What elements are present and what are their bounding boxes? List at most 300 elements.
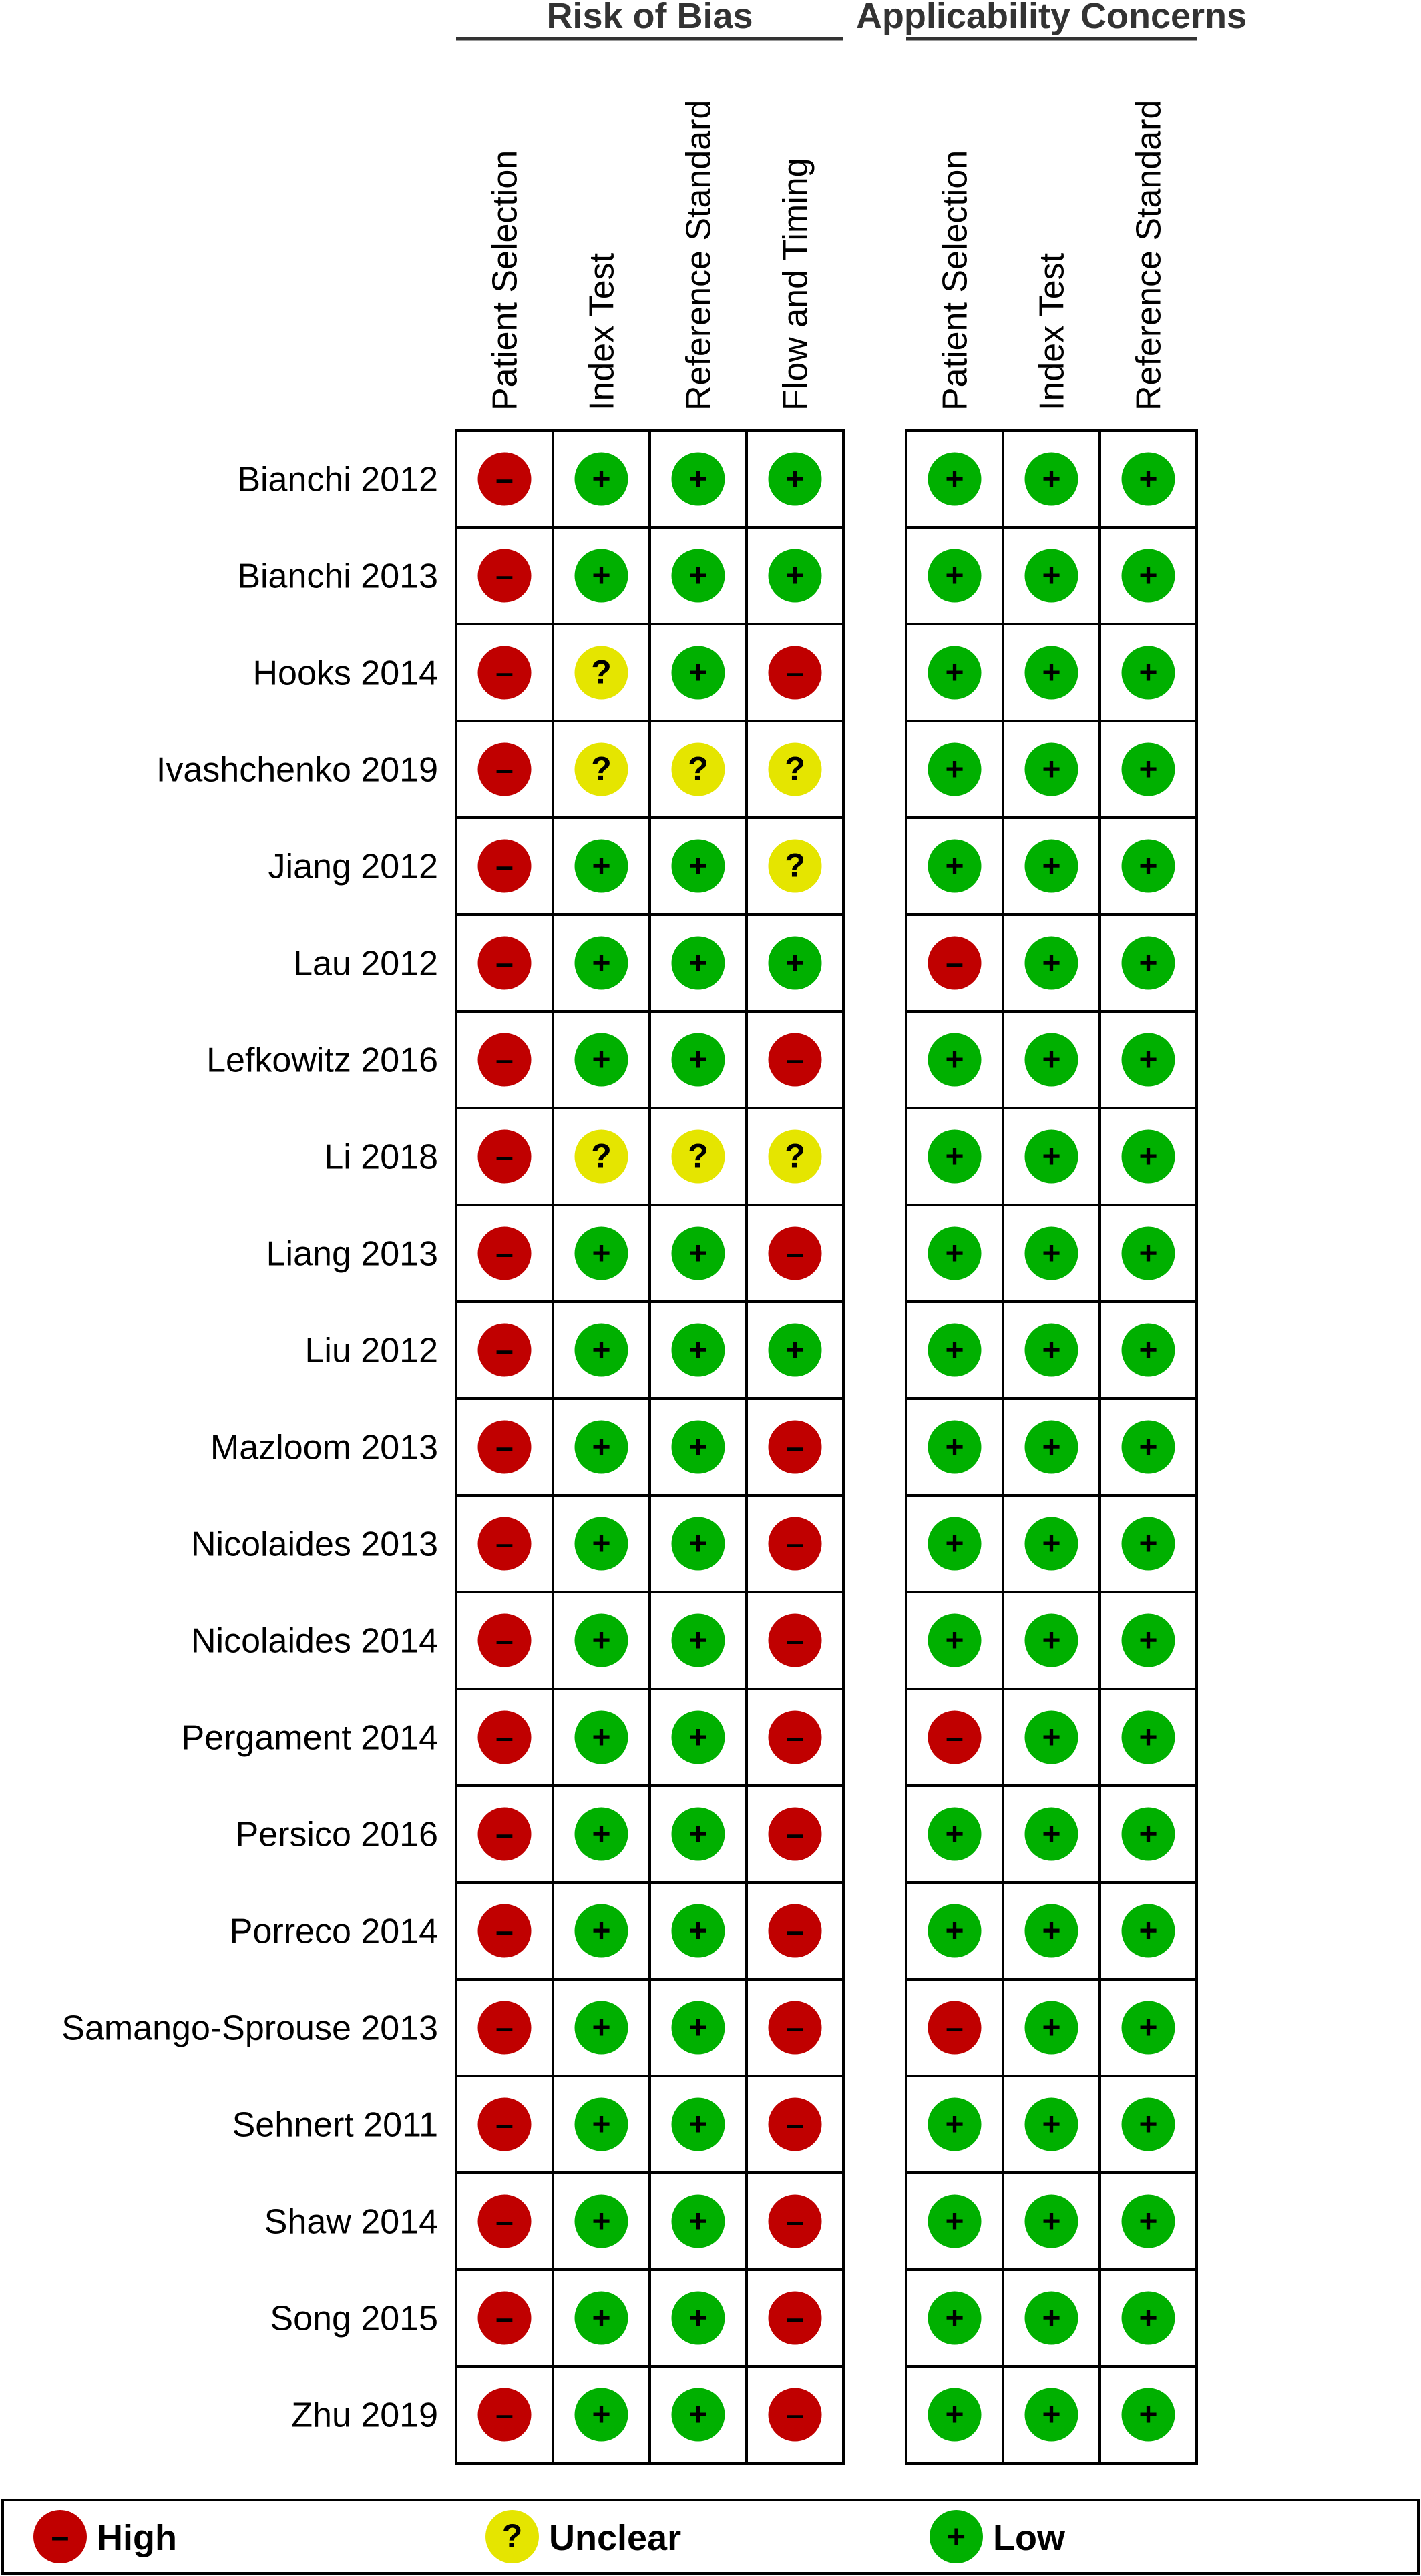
mark-pergament-2014-0-0 [478, 1711, 532, 1764]
mark-song-2015-1-1 [1025, 2292, 1078, 2345]
mark-sehnert-2011-1-0 [928, 2098, 982, 2151]
low-symbol: + [1042, 1429, 1061, 1465]
low-symbol: + [945, 1332, 964, 1368]
low-symbol: + [945, 2204, 964, 2240]
column-header-reference-standard: Reference Standard [679, 99, 719, 411]
low-symbol: + [1042, 1042, 1061, 1078]
mark-bianchi-2012-1-2 [1122, 453, 1175, 506]
high-symbol: – [946, 945, 964, 981]
low-symbol: + [688, 1526, 708, 1562]
mark-sehnert-2011-1-2 [1122, 2098, 1175, 2151]
group-header-risk-of-bias: Risk of Bias [546, 0, 753, 36]
mark-samango-sprouse-2013-0-0 [478, 2001, 532, 2055]
low-symbol: + [592, 848, 611, 884]
column-headers [456, 0, 1247, 411]
low-symbol: + [1042, 2010, 1061, 2046]
mark-samango-sprouse-2013-0-2 [672, 2001, 725, 2055]
mark-persico-2016-0-2 [672, 1808, 725, 1861]
study-label-jiang-2012: Jiang 2012 [268, 847, 438, 886]
mark-porreco-2014-0-1 [575, 1904, 628, 1958]
low-symbol: + [688, 2397, 708, 2433]
mark-song-2015-1-0 [928, 2292, 982, 2345]
low-symbol: + [785, 558, 805, 594]
low-symbol: + [688, 558, 708, 594]
high-symbol: – [786, 2010, 804, 2046]
mark-porreco-2014-1-1 [1025, 1904, 1078, 1958]
mark-sehnert-2011-0-1 [575, 2098, 628, 2151]
low-symbol: + [592, 1332, 611, 1368]
mark-shaw-2014-0-1 [575, 2195, 628, 2248]
mark-nicolaides-2013-1-2 [1122, 1517, 1175, 1571]
mark-liang-2013-0-2 [672, 1227, 725, 1280]
legend-item-low [930, 2510, 1066, 2563]
high-symbol: – [495, 945, 514, 981]
low-symbol: + [785, 461, 805, 497]
high-symbol: – [946, 2010, 964, 2046]
mark-sehnert-2011-1-1 [1025, 2098, 1078, 2151]
mark-bianchi-2013-0-2 [672, 549, 725, 603]
mark-persico-2016-1-0 [928, 1808, 982, 1861]
mark-persico-2016-1-2 [1122, 1808, 1175, 1861]
low-symbol: + [688, 1720, 708, 1756]
low-symbol: + [688, 1332, 708, 1368]
study-label-lau-2012: Lau 2012 [293, 944, 438, 983]
mark-shaw-2014-1-1 [1025, 2195, 1078, 2248]
low-symbol: + [1042, 1139, 1061, 1175]
low-symbol: + [1139, 1429, 1158, 1465]
legend-item-high [33, 2510, 177, 2563]
high-symbol: – [495, 1623, 514, 1659]
mark-shaw-2014-1-2 [1122, 2195, 1175, 2248]
mark-song-2015-1-2 [1122, 2292, 1175, 2345]
low-symbol: + [688, 945, 708, 981]
mark-liu-2012-1-1 [1025, 1324, 1078, 1377]
mark-pergament-2014-0-2 [672, 1711, 725, 1764]
low-symbol: + [945, 2300, 964, 2336]
study-label-ivashchenko-2019: Ivashchenko 2019 [156, 750, 438, 790]
mark-samango-sprouse-2013-1-0 [928, 2001, 982, 2055]
low-symbol: + [1042, 1913, 1061, 1949]
low-symbol: + [592, 1236, 611, 1272]
high-symbol: – [495, 1042, 514, 1078]
mark-samango-sprouse-2013-1-1 [1025, 2001, 1078, 2055]
mark-liu-2012-1-0 [928, 1324, 982, 1377]
mark-nicolaides-2014-0-1 [575, 1614, 628, 1667]
mark-song-2015-0-0 [478, 2292, 532, 2345]
low-symbol: + [1139, 945, 1158, 981]
mark-jiang-2012-1-1 [1025, 840, 1078, 893]
mark-liang-2013-1-2 [1122, 1227, 1175, 1280]
low-symbol: + [1042, 945, 1061, 981]
low-symbol: + [688, 1816, 708, 1852]
legend-mark-unclear [485, 2510, 539, 2563]
study-label-bianchi-2013: Bianchi 2013 [237, 557, 438, 596]
low-symbol: + [592, 1913, 611, 1949]
low-symbol: + [592, 2204, 611, 2240]
mark-li-2018-1-0 [928, 1130, 982, 1184]
low-symbol: + [945, 1429, 964, 1465]
low-symbol: + [945, 1913, 964, 1949]
group-header-applicability-concerns: Applicability Concerns [855, 0, 1247, 36]
mark-liu-2012-0-2 [672, 1324, 725, 1377]
study-label-lefkowitz-2016: Lefkowitz 2016 [206, 1041, 438, 1080]
low-symbol: + [688, 1042, 708, 1078]
mark-ivashchenko-2019-0-0 [478, 743, 532, 796]
mark-hooks-2014-1-2 [1122, 646, 1175, 700]
mark-lefkowitz-2016-0-0 [478, 1033, 532, 1087]
mark-nicolaides-2014-0-3 [769, 1614, 822, 1667]
low-symbol: + [1139, 848, 1158, 884]
column-header-index-test: Index Test [582, 252, 622, 411]
mark-ivashchenko-2019-0-1 [575, 743, 628, 796]
mark-persico-2016-0-0 [478, 1808, 532, 1861]
high-symbol: – [946, 1720, 964, 1756]
mark-liang-2013-0-3 [769, 1227, 822, 1280]
high-symbol: – [786, 655, 804, 691]
low-symbol: + [1042, 558, 1061, 594]
unclear-symbol: ? [501, 2517, 523, 2555]
high-symbol: – [786, 2107, 804, 2143]
mark-sehnert-2011-0-2 [672, 2098, 725, 2151]
mark-lefkowitz-2016-1-0 [928, 1033, 982, 1087]
low-symbol: + [1139, 655, 1158, 691]
low-symbol: + [945, 752, 964, 788]
mark-lefkowitz-2016-0-2 [672, 1033, 725, 1087]
mark-liu-2012-1-2 [1122, 1324, 1175, 1377]
mark-zhu-2019-0-3 [769, 2388, 822, 2442]
low-symbol: + [1139, 1332, 1158, 1368]
legend-box [3, 2500, 1418, 2573]
mark-nicolaides-2014-1-2 [1122, 1614, 1175, 1667]
mark-bianchi-2013-0-1 [575, 549, 628, 603]
mark-pergament-2014-1-0 [928, 1711, 982, 1764]
mark-bianchi-2012-0-1 [575, 453, 628, 506]
high-symbol: – [786, 1429, 804, 1465]
low-symbol: + [592, 1623, 611, 1659]
mark-samango-sprouse-2013-0-1 [575, 2001, 628, 2055]
low-symbol: + [1139, 1623, 1158, 1659]
mark-persico-2016-1-1 [1025, 1808, 1078, 1861]
mark-lau-2012-1-1 [1025, 937, 1078, 990]
low-symbol: + [592, 2010, 611, 2046]
low-symbol: + [592, 461, 611, 497]
mark-jiang-2012-1-2 [1122, 840, 1175, 893]
mark-lefkowitz-2016-1-1 [1025, 1033, 1078, 1087]
low-symbol: + [1139, 2204, 1158, 2240]
mark-nicolaides-2014-0-2 [672, 1614, 725, 1667]
mark-hooks-2014-1-0 [928, 646, 982, 700]
low-symbol: + [1139, 1816, 1158, 1852]
high-symbol: – [786, 1623, 804, 1659]
mark-li-2018-0-0 [478, 1130, 532, 1184]
mark-liu-2012-0-3 [769, 1324, 822, 1377]
legend-mark-low [930, 2510, 983, 2563]
mark-bianchi-2013-0-0 [478, 549, 532, 603]
mark-nicolaides-2013-0-3 [769, 1517, 822, 1571]
low-symbol: + [1139, 2010, 1158, 2046]
unclear-symbol: ? [785, 750, 805, 788]
study-label-song-2015: Song 2015 [270, 2299, 438, 2338]
high-symbol: – [495, 461, 514, 497]
low-symbol: + [1042, 655, 1061, 691]
high-symbol: – [495, 1526, 514, 1562]
low-symbol: + [592, 2397, 611, 2433]
low-symbol: + [785, 1332, 805, 1368]
high-symbol: – [786, 2300, 804, 2336]
column-header-reference-standard: Reference Standard [1129, 99, 1169, 411]
high-symbol: – [786, 1042, 804, 1078]
study-label-samango-sprouse-2013: Samango-Sprouse 2013 [61, 2009, 438, 2048]
low-symbol: + [688, 1429, 708, 1465]
low-symbol: + [945, 848, 964, 884]
low-symbol: + [1139, 1526, 1158, 1562]
legend-label-high: High [97, 2518, 177, 2558]
low-symbol: + [945, 1042, 964, 1078]
mark-li-2018-1-1 [1025, 1130, 1078, 1184]
low-symbol: + [688, 2107, 708, 2143]
study-label-liang-2013: Liang 2013 [266, 1234, 438, 1274]
high-symbol: – [495, 655, 514, 691]
mark-bianchi-2013-1-0 [928, 549, 982, 603]
mark-shaw-2014-0-0 [478, 2195, 532, 2248]
mark-ivashchenko-2019-0-3 [769, 743, 822, 796]
study-labels [61, 461, 438, 2435]
low-symbol: + [688, 2300, 708, 2336]
mark-nicolaides-2014-1-0 [928, 1614, 982, 1667]
unclear-symbol: ? [785, 846, 805, 884]
mark-mazloom-2013-1-1 [1025, 1421, 1078, 1474]
low-symbol: + [1139, 1236, 1158, 1272]
low-symbol: + [688, 2010, 708, 2046]
low-symbol: + [1139, 752, 1158, 788]
low-symbol: + [945, 461, 964, 497]
low-symbol: + [592, 1720, 611, 1756]
mark-lau-2012-1-0 [928, 937, 982, 990]
study-label-nicolaides-2014: Nicolaides 2014 [190, 1621, 438, 1661]
mark-sehnert-2011-0-3 [769, 2098, 822, 2151]
mark-bianchi-2013-0-3 [769, 549, 822, 603]
table-grid [456, 431, 1197, 2463]
high-symbol: – [495, 1816, 514, 1852]
low-symbol: + [1139, 2300, 1158, 2336]
mark-mazloom-2013-0-2 [672, 1421, 725, 1474]
mark-nicolaides-2013-1-0 [928, 1517, 982, 1571]
high-symbol: – [495, 752, 514, 788]
low-symbol: + [945, 2397, 964, 2433]
high-symbol: – [495, 1236, 514, 1272]
high-symbol: – [495, 2107, 514, 2143]
mark-nicolaides-2013-1-1 [1025, 1517, 1078, 1571]
low-symbol: + [945, 1816, 964, 1852]
mark-lefkowitz-2016-0-1 [575, 1033, 628, 1087]
mark-hooks-2014-0-0 [478, 646, 532, 700]
mark-jiang-2012-0-3 [769, 840, 822, 893]
mark-ivashchenko-2019-0-2 [672, 743, 725, 796]
high-symbol: – [786, 2204, 804, 2240]
mark-hooks-2014-1-1 [1025, 646, 1078, 700]
mark-liu-2012-0-0 [478, 1324, 532, 1377]
low-symbol: + [785, 945, 805, 981]
mark-hooks-2014-0-3 [769, 646, 822, 700]
mark-zhu-2019-1-2 [1122, 2388, 1175, 2442]
high-symbol: – [495, 1139, 514, 1175]
unclear-symbol: ? [591, 653, 612, 691]
mark-shaw-2014-0-3 [769, 2195, 822, 2248]
mark-jiang-2012-0-2 [672, 840, 725, 893]
low-symbol: + [945, 1236, 964, 1272]
mark-jiang-2012-1-0 [928, 840, 982, 893]
mark-zhu-2019-0-2 [672, 2388, 725, 2442]
mark-li-2018-0-1 [575, 1130, 628, 1184]
mark-nicolaides-2013-0-2 [672, 1517, 725, 1571]
mark-lau-2012-0-1 [575, 937, 628, 990]
low-symbol: + [688, 655, 708, 691]
high-symbol: – [786, 2397, 804, 2433]
mark-liang-2013-0-1 [575, 1227, 628, 1280]
mark-lefkowitz-2016-1-2 [1122, 1033, 1175, 1087]
mark-persico-2016-0-3 [769, 1808, 822, 1861]
low-symbol: + [945, 1623, 964, 1659]
mark-nicolaides-2014-0-0 [478, 1614, 532, 1667]
mark-porreco-2014-0-0 [478, 1904, 532, 1958]
low-symbol: + [592, 1816, 611, 1852]
low-symbol: + [1139, 558, 1158, 594]
unclear-symbol: ? [688, 750, 708, 788]
low-symbol: + [592, 2107, 611, 2143]
high-symbol: – [495, 1913, 514, 1949]
mark-bianchi-2012-0-0 [478, 453, 532, 506]
legend-label-unclear: Unclear [549, 2518, 682, 2558]
low-symbol: + [1139, 2397, 1158, 2433]
mark-mazloom-2013-0-0 [478, 1421, 532, 1474]
high-symbol: – [51, 2519, 69, 2555]
mark-jiang-2012-0-1 [575, 840, 628, 893]
mark-zhu-2019-0-0 [478, 2388, 532, 2442]
mark-mazloom-2013-1-0 [928, 1421, 982, 1474]
mark-lau-2012-0-0 [478, 937, 532, 990]
low-symbol: + [1139, 2107, 1158, 2143]
mark-pergament-2014-0-3 [769, 1711, 822, 1764]
high-symbol: – [786, 1913, 804, 1949]
low-symbol: + [1139, 1042, 1158, 1078]
low-symbol: + [592, 1042, 611, 1078]
mark-jiang-2012-0-0 [478, 840, 532, 893]
mark-liang-2013-1-0 [928, 1227, 982, 1280]
study-label-pergament-2014: Pergament 2014 [181, 1718, 438, 1758]
high-symbol: – [786, 1526, 804, 1562]
low-symbol: + [688, 2204, 708, 2240]
unclear-symbol: ? [785, 1137, 805, 1175]
study-label-zhu-2019: Zhu 2019 [291, 2396, 438, 2435]
mark-liu-2012-0-1 [575, 1324, 628, 1377]
mark-lau-2012-0-2 [672, 937, 725, 990]
mark-mazloom-2013-0-3 [769, 1421, 822, 1474]
low-symbol: + [1139, 1139, 1158, 1175]
low-symbol: + [592, 945, 611, 981]
low-symbol: + [592, 1526, 611, 1562]
high-symbol: – [786, 1236, 804, 1272]
low-symbol: + [1042, 1236, 1061, 1272]
low-symbol: + [1042, 461, 1061, 497]
unclear-symbol: ? [688, 1137, 708, 1175]
legend-item-unclear [485, 2510, 681, 2563]
mark-porreco-2014-0-2 [672, 1904, 725, 1958]
low-symbol: + [945, 558, 964, 594]
low-symbol: + [1042, 2107, 1061, 2143]
low-symbol: + [1139, 461, 1158, 497]
mark-shaw-2014-1-0 [928, 2195, 982, 2248]
low-symbol: + [688, 848, 708, 884]
low-symbol: + [945, 655, 964, 691]
mark-zhu-2019-1-1 [1025, 2388, 1078, 2442]
low-symbol: + [945, 1139, 964, 1175]
low-symbol: + [945, 2107, 964, 2143]
study-label-hooks-2014: Hooks 2014 [252, 654, 438, 693]
mark-song-2015-0-1 [575, 2292, 628, 2345]
low-symbol: + [688, 1913, 708, 1949]
low-symbol: + [1042, 1526, 1061, 1562]
study-label-sehnert-2011: Sehnert 2011 [232, 2105, 438, 2145]
mark-porreco-2014-0-3 [769, 1904, 822, 1958]
mark-bianchi-2012-0-3 [769, 453, 822, 506]
low-symbol: + [1042, 1332, 1061, 1368]
mark-lau-2012-0-3 [769, 937, 822, 990]
mark-hooks-2014-0-2 [672, 646, 725, 700]
high-symbol: – [786, 1816, 804, 1852]
low-symbol: + [1042, 2300, 1061, 2336]
mark-liang-2013-0-0 [478, 1227, 532, 1280]
column-header-index-test: Index Test [1032, 252, 1072, 411]
mark-lau-2012-1-2 [1122, 937, 1175, 990]
study-label-liu-2012: Liu 2012 [304, 1331, 438, 1370]
high-symbol: – [495, 1720, 514, 1756]
low-symbol: + [945, 1526, 964, 1562]
mark-ivashchenko-2019-1-2 [1122, 743, 1175, 796]
column-header-flow-and-timing: Flow and Timing [776, 158, 815, 411]
mark-pergament-2014-1-2 [1122, 1711, 1175, 1764]
low-symbol: + [946, 2519, 966, 2555]
low-symbol: + [1042, 1816, 1061, 1852]
low-symbol: + [1042, 2397, 1061, 2433]
low-symbol: + [1042, 1720, 1061, 1756]
unclear-symbol: ? [591, 750, 612, 788]
mark-song-2015-0-2 [672, 2292, 725, 2345]
unclear-symbol: ? [591, 1137, 612, 1175]
study-label-persico-2016: Persico 2016 [235, 1815, 438, 1854]
low-symbol: + [592, 558, 611, 594]
low-symbol: + [688, 1236, 708, 1272]
column-header-patient-selection: Patient Selection [936, 150, 975, 411]
study-label-shaw-2014: Shaw 2014 [264, 2202, 438, 2242]
mark-nicolaides-2014-1-1 [1025, 1614, 1078, 1667]
mark-samango-sprouse-2013-1-2 [1122, 2001, 1175, 2055]
high-symbol: – [495, 558, 514, 594]
low-symbol: + [592, 2300, 611, 2336]
mark-mazloom-2013-0-1 [575, 1421, 628, 1474]
legend-mark-high [33, 2510, 87, 2563]
mark-zhu-2019-0-1 [575, 2388, 628, 2442]
low-symbol: + [1042, 1623, 1061, 1659]
mark-liang-2013-1-1 [1025, 1227, 1078, 1280]
mark-li-2018-0-2 [672, 1130, 725, 1184]
high-symbol: – [786, 1720, 804, 1756]
mark-bianchi-2013-1-1 [1025, 549, 1078, 603]
legend-label-low: Low [993, 2518, 1065, 2558]
high-symbol: – [495, 1332, 514, 1368]
high-symbol: – [495, 2397, 514, 2433]
mark-mazloom-2013-1-2 [1122, 1421, 1175, 1474]
low-symbol: + [688, 461, 708, 497]
